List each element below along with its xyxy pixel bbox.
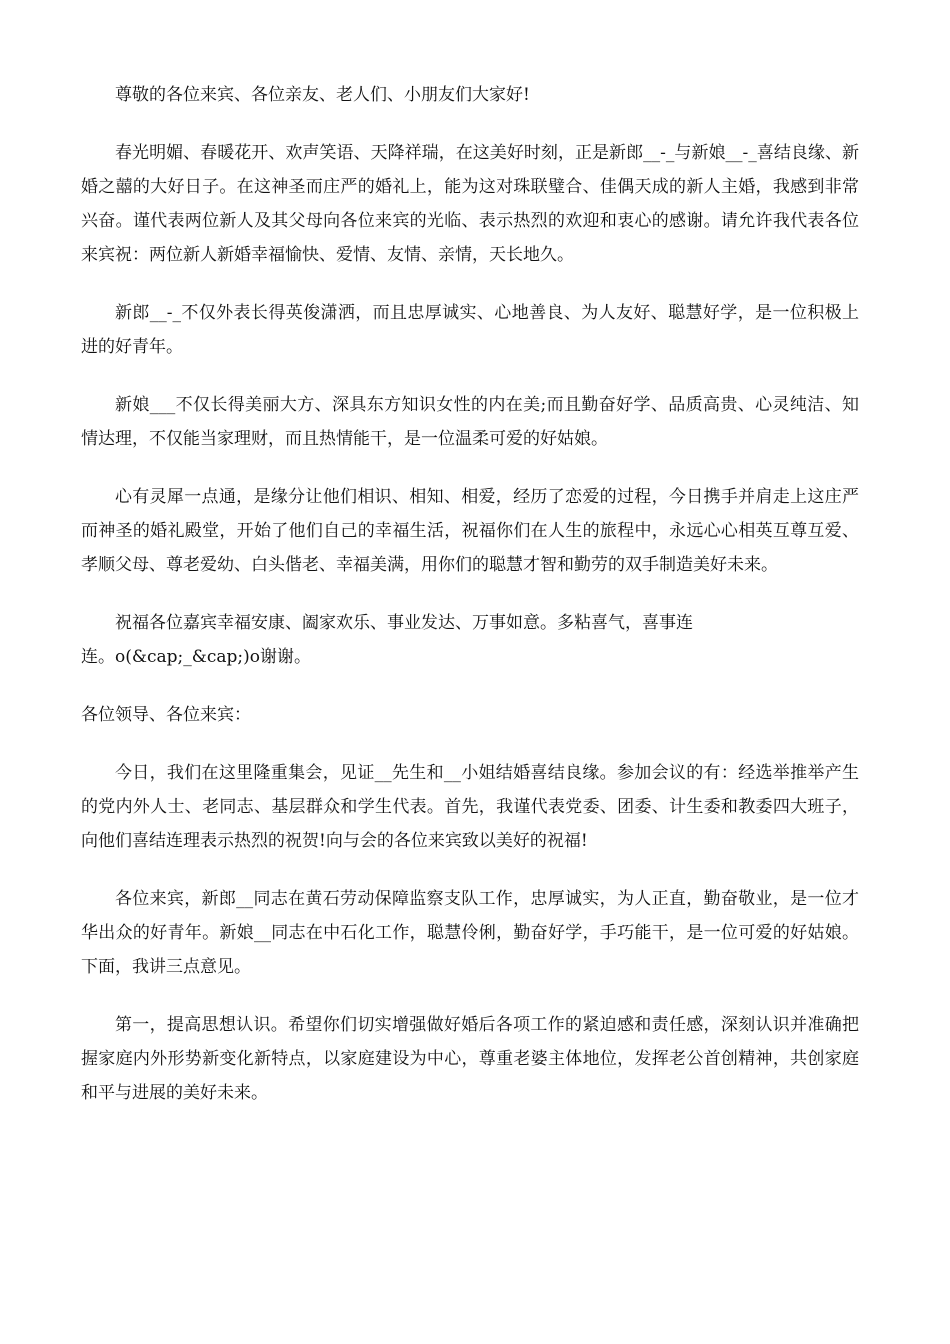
greeting-paragraph: 尊敬的各位来宾、各位亲友、老人们、小朋友们大家好! xyxy=(115,85,530,105)
couple-intro-paragraph: 各位来宾，新郎__同志在黄石劳动保障监察支队工作，忠厚诚实，为人正直，勤奋敬业，是一位才华出众的好青年。新娘__同志在中石化工作，聪慧伶俐，勤奋好学，手巧能干，是一位可爱的好姑娘。下面，我讲三点意见。 xyxy=(81,889,859,977)
document-body xyxy=(81,78,859,1134)
wishes-paragraph: 祝福各位嘉宾幸福安康、阖家欢乐、事业发达、万事如意。多粘喜气，喜事连 xyxy=(115,613,693,633)
wishes-paragraph-end: 连。o(&cap;_&cap;)o谢谢。 xyxy=(81,647,312,667)
bride-paragraph: 新娘___不仅长得美丽大方、深具东方知识女性的内在美;而且勤奋好学、品质高贵、心灵纯洁、知情达理，不仅能当家理财，而且热情能干，是一位温柔可爱的好姑娘。 xyxy=(81,395,859,449)
second-speech-salutation: 各位领导、各位来宾： xyxy=(81,705,251,725)
blessing-paragraph: 心有灵犀一点通，是缘分让他们相识、相知、相爱，经历了恋爱的过程，今日携手并肩走上这庄严而神圣的婚礼殿堂，开始了他们自己的幸福生活，祝福你们在人生的旅程中，永远心心相英互尊互爱、孝顺父母、尊老爱幼、白头偕老、幸福美满，用你们的聪慧才智和勤劳的双手制造美好未来。 xyxy=(81,487,859,575)
groom-paragraph: 新郎__-_不仅外表长得英俊潇洒，而且忠厚诚实、心地善良、为人友好、聪慧好学，是一位积极上进的好青年。 xyxy=(81,303,859,357)
ceremony-paragraph: 今日，我们在这里隆重集会，见证__先生和__小姐结婚喜结良缘。参加会议的有：经选举推举产生的党内外人士、老同志、基层群众和学生代表。首先，我谨代表党委、团委、计生委和教委四大班子，向他们喜结连理表示热烈的祝贺!向与会的各位来宾致以美好的祝福! xyxy=(81,763,859,851)
first-point-paragraph: 第一，提高思想认识。希望你们切实增强做好婚后各项工作的紧迫感和责任感，深刻认识并准确把握家庭内外形势新变化新特点，以家庭建设为中心，尊重老婆主体地位，发挥老公首创精神，共创家庭和平与进展的美好未来。 xyxy=(81,1015,859,1103)
opening-paragraph: 春光明媚、春暖花开、欢声笑语、天降祥瑞，在这美好时刻，正是新郎__-_与新娘__-_喜结良缘、新婚之囍的大好日子。在这神圣而庄严的婚礼上，能为这对珠联璧合、佳偶天成的新人主婚，我感到非常兴奋。谨代表两位新人及其父母向各位来宾的光临、表示热烈的欢迎和衷心的感谢。请允许我代表各位来宾祝：两位新人新婚幸福愉快、爱情、友情、亲情，天长地久。 xyxy=(81,143,859,265)
